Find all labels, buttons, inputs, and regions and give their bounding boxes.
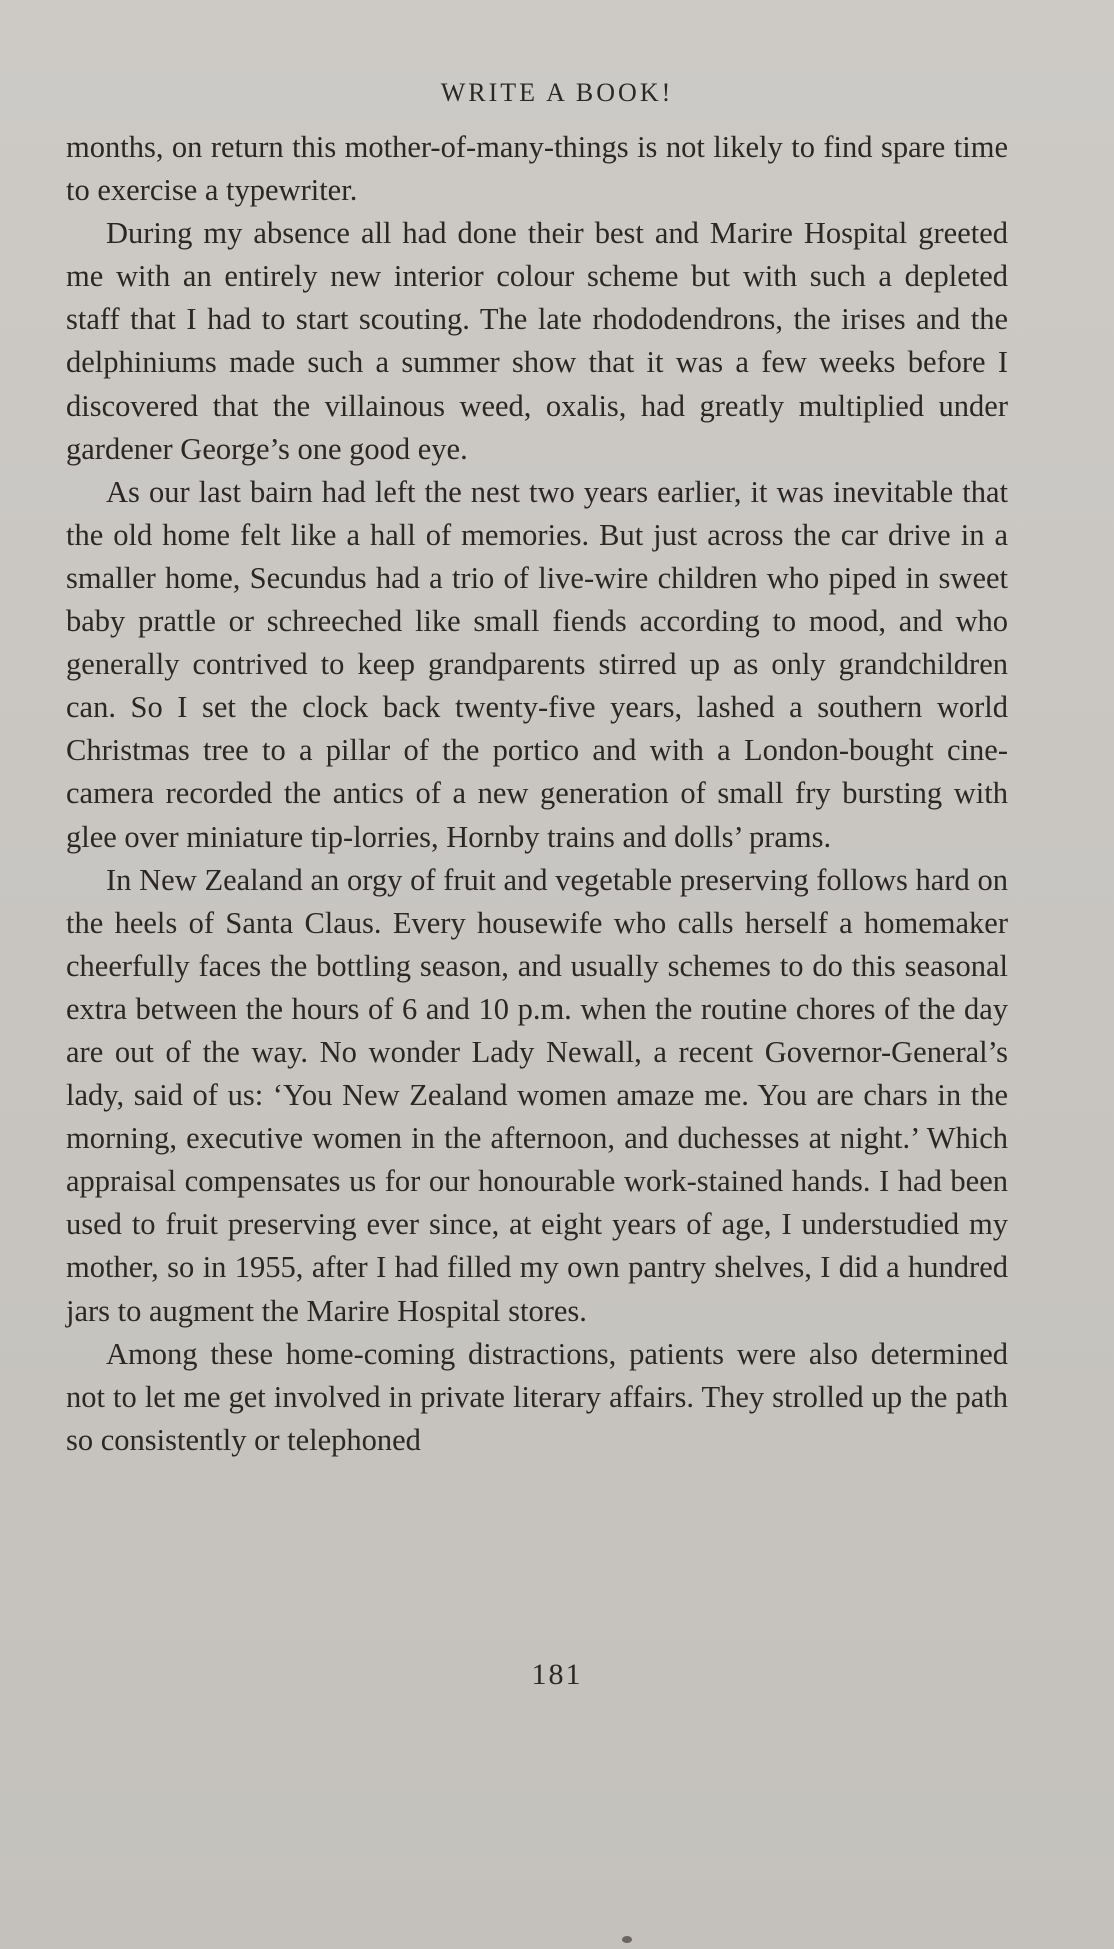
- paragraph-preserving: In New Zealand an orgy of fruit and vegetable preserving follows hard on the heels of Santa Claus. Every housewife who calls herself a homemaker cheerfully faces the bottling season, and usually schemes to do this seasonal extra between the hours of 6 and 10 p.m. when the routine chores of the day are out of the way. No wonder Lady Newall, a recent Governor-General’s lady, said of us: ‘You New Zealand women amaze me. You are chars in the morning, executive women in the afternoon, and duchesses at night.’ Which appraisal compensates us for our honourable work-stained hands. I had been used to fruit preserving ever since, at eight years of age, I understudied my mother, so in 1955, after I had filled my own pantry shelves, I did a hundred jars to augment the Marire Hospital stores.: [66, 862, 1008, 1328]
- body-text: [66, 126, 1008, 1462]
- paragraph-continuation: months, on return this mother-of-many-things is not likely to find spare time to exercise a typewriter.: [66, 130, 1008, 208]
- paper-speck: [622, 1936, 632, 1943]
- paragraph-absence: During my absence all had done their best and Marire Hospital greeted me with an entirely new interior colour scheme but with such a depleted staff that I had to start scouting. The late rhododendrons, the irises and the delphiniums made such a summer show that it was a few weeks before I discovered that the villainous weed, oxalis, had greatly multiplied under gardener George’s one good eye.: [66, 216, 1008, 466]
- page-number: 181: [531, 1658, 583, 1691]
- paragraph-bairn: As our last bairn had left the nest two years earlier, it was inevitable that the old home felt like a hall of memories. But just across the car drive in a smaller home, Secundus had a trio of live-wire children who piped in sweet baby prattle or schreeched like small fiends according to mood, and who generally contrived to keep grandparents stirred up as only grandchildren can. So I set the clock back twenty-five years, lashed a southern world Christmas tree to a pillar of the portico and with a London-bought cine-camera recorded the antics of a new generation of small fry bursting with glee over miniature tip-lorries, Hornby trains and dolls’ prams.: [66, 474, 1008, 854]
- paragraph-distractions: Among these home-coming distractions, patients were also determined not to let me get involved in private literary affairs. They strolled up the path so consistently or telephoned: [66, 1336, 1008, 1457]
- running-head: WRITE A BOOK!: [440, 78, 674, 107]
